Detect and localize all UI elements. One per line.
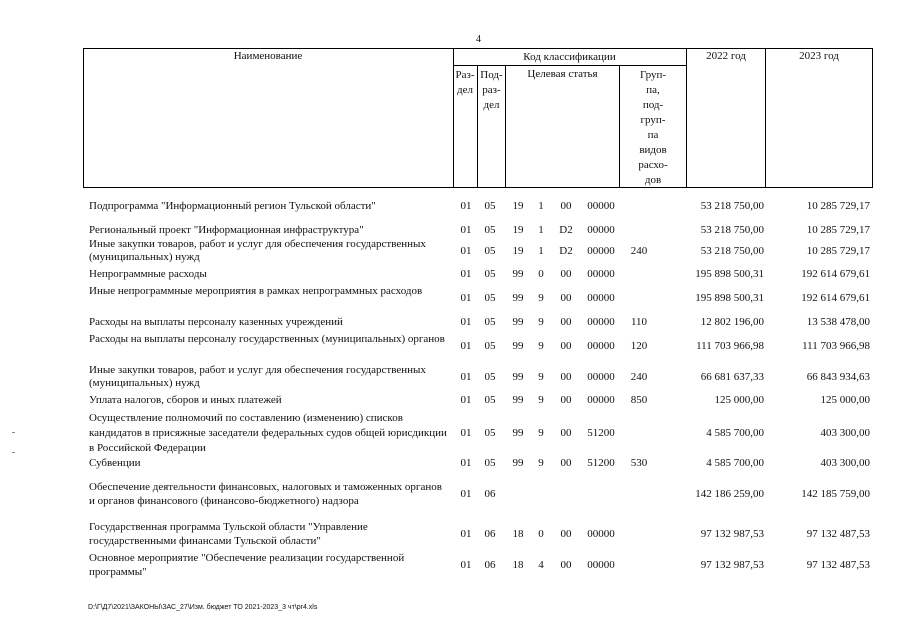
- cell-2023: 10 285 729,17: [806, 224, 870, 236]
- cell-target-b: 1: [538, 224, 544, 236]
- cell-2022: 12 802 196,00: [700, 316, 764, 328]
- cell-razdel: 01: [460, 268, 472, 280]
- cell-podrazdel: 05: [484, 245, 496, 257]
- cell-2022: 125 000,00: [714, 394, 764, 406]
- row-name: Непрограммные расходы: [89, 268, 207, 280]
- cell-group: 240: [630, 371, 648, 383]
- cell-2022: 111 703 966,98: [696, 340, 764, 352]
- cell-target-b: 9: [538, 371, 544, 383]
- cell-target-a: 99: [512, 268, 524, 280]
- cell-target-c: 00: [560, 457, 572, 469]
- cell-target-d: 00000: [587, 394, 615, 406]
- cell-razdel: 01: [460, 559, 472, 571]
- cell-target-a: 99: [512, 292, 524, 304]
- cell-2022: 66 681 637,33: [700, 371, 764, 383]
- cell-target-a: 99: [512, 340, 524, 352]
- cell-podrazdel: 06: [484, 528, 496, 540]
- cell-target-d: 00000: [587, 200, 615, 212]
- table-header: [83, 48, 873, 188]
- cell-target-a: 99: [512, 457, 524, 469]
- cell-group: 240: [630, 245, 648, 257]
- cell-2022: 195 898 500,31: [695, 268, 764, 280]
- cell-2022: 53 218 750,00: [700, 245, 764, 257]
- cell-2022: 97 132 987,53: [700, 528, 764, 540]
- cell-2023: 403 300,00: [820, 427, 870, 439]
- cell-2023: 192 614 679,61: [801, 292, 870, 304]
- cell-target-b: 4: [538, 559, 544, 571]
- header-name: Наименование: [233, 50, 303, 62]
- cell-target-b: 9: [538, 427, 544, 439]
- row-name: Государственная программа Тульской области "Управление государственными финансами Тульской области": [89, 521, 368, 547]
- cell-target-c: 00: [560, 559, 572, 571]
- file-path-footer: D:\Г\Д7\2021\ЗАКОНЫ\ЗАС_27\Изм. бюджет ТО 2021-2023_3 чт\pr4.xls: [88, 604, 318, 611]
- cell-target-a: 19: [512, 200, 524, 212]
- cell-razdel: 01: [460, 427, 472, 439]
- cell-podrazdel: 05: [484, 292, 496, 304]
- cell-podrazdel: 06: [484, 488, 496, 500]
- cell-target-b: 9: [538, 394, 544, 406]
- cell-razdel: 01: [460, 371, 472, 383]
- cell-2023: 97 132 487,53: [806, 559, 870, 571]
- cell-razdel: 01: [460, 340, 472, 352]
- cell-podrazdel: 05: [484, 457, 496, 469]
- cell-target-c: 00: [560, 292, 572, 304]
- cell-target-a: 99: [512, 316, 524, 328]
- cell-target-b: 9: [538, 457, 544, 469]
- cell-razdel: 01: [460, 394, 472, 406]
- cell-group: 850: [630, 394, 648, 406]
- cell-target-d: 00000: [587, 559, 615, 571]
- cell-podrazdel: 05: [484, 316, 496, 328]
- row-name: Осуществление полномочий по составлению (изменению) списков кандидатов в присяжные заседатели федеральных судов общей юрисдикции в Российской Федерации: [89, 412, 447, 454]
- row-name: Обеспечение деятельности финансовых, налоговых и таможенных органов и органов финансового (финансово-бюджетного) надзора: [89, 481, 442, 507]
- cell-razdel: 01: [460, 528, 472, 540]
- row-name: Основное мероприятие "Обеспечение реализации государственной программы": [89, 552, 405, 578]
- cell-target-b: 0: [538, 528, 544, 540]
- cell-2023: 142 185 759,00: [801, 488, 870, 500]
- cell-target-d: 00000: [587, 340, 615, 352]
- cell-target-d: 00000: [587, 224, 615, 236]
- cell-target-c: 00: [560, 371, 572, 383]
- cell-group: 110: [630, 316, 648, 328]
- cell-target-a: 18: [512, 559, 524, 571]
- header-group: Груп- па, под- груп- па видов расхо- дов: [638, 69, 668, 186]
- cell-razdel: 01: [460, 245, 472, 257]
- cell-target-a: 18: [512, 528, 524, 540]
- cell-group: 530: [630, 457, 648, 469]
- cell-target-c: 00: [560, 427, 572, 439]
- cell-2023: 125 000,00: [820, 394, 870, 406]
- header-target: Целевая статья: [527, 68, 598, 80]
- cell-2023: 13 538 478,00: [806, 316, 870, 328]
- cell-2022: 142 186 259,00: [695, 488, 764, 500]
- cell-target-b: 1: [538, 200, 544, 212]
- cell-2022: 97 132 987,53: [700, 559, 764, 571]
- cell-target-c: 00: [560, 528, 572, 540]
- cell-target-a: 19: [512, 224, 524, 236]
- cell-target-a: 19: [512, 245, 524, 257]
- cell-razdel: 01: [460, 457, 472, 469]
- cell-target-c: 00: [560, 340, 572, 352]
- cell-podrazdel: 05: [484, 427, 496, 439]
- cell-target-d: 51200: [587, 457, 615, 469]
- row-name: Региональный проект "Информационная инфраструктура": [89, 224, 364, 236]
- cell-razdel: 01: [460, 488, 472, 500]
- cell-2022: 53 218 750,00: [700, 200, 764, 212]
- row-name: Иные закупки товаров, работ и услуг для обеспечения государственных (муниципальных) нужд: [89, 364, 426, 389]
- row-name: Расходы на выплаты персоналу государственных (муниципальных) органов: [89, 333, 445, 345]
- cell-razdel: 01: [460, 316, 472, 328]
- header-razdel: Раз- дел: [455, 69, 475, 96]
- cell-podrazdel: 05: [484, 340, 496, 352]
- row-name: Расходы на выплаты персоналу казенных учреждений: [89, 316, 343, 328]
- cell-target-b: 9: [538, 316, 544, 328]
- cell-target-d: 00000: [587, 268, 615, 280]
- header-code: Код классификации: [523, 51, 616, 63]
- cell-target-d: 00000: [587, 316, 615, 328]
- cell-target-d: 00000: [587, 528, 615, 540]
- cell-2023: 111 703 966,98: [802, 340, 870, 352]
- cell-target-c: 00: [560, 268, 572, 280]
- row-name: Уплата налогов, сборов и иных платежей: [89, 394, 282, 406]
- cell-razdel: 01: [460, 292, 472, 304]
- cell-2023: 192 614 679,61: [801, 268, 870, 280]
- cell-target-b: 1: [538, 245, 544, 257]
- cell-2023: 97 132 487,53: [806, 528, 870, 540]
- row-name: Иные закупки товаров, работ и услуг для обеспечения государственных (муниципальных) нужд: [89, 238, 426, 263]
- cell-podrazdel: 06: [484, 559, 496, 571]
- cell-target-a: 99: [512, 371, 524, 383]
- header-2023: 2023 год: [799, 50, 839, 62]
- scan-mark: [12, 432, 15, 433]
- cell-2023: 66 843 934,63: [806, 371, 870, 383]
- cell-target-c: D2: [559, 224, 573, 236]
- cell-target-c: 00: [560, 394, 572, 406]
- cell-target-d: 00000: [587, 371, 615, 383]
- cell-2022: 53 218 750,00: [700, 224, 764, 236]
- cell-podrazdel: 05: [484, 394, 496, 406]
- cell-target-c: D2: [559, 245, 573, 257]
- cell-2022: 4 585 700,00: [706, 427, 764, 439]
- cell-podrazdel: 05: [484, 224, 496, 236]
- header-podrazdel: Под- раз- дел: [480, 69, 503, 111]
- cell-target-d: 00000: [587, 292, 615, 304]
- cell-target-b: 9: [538, 292, 544, 304]
- cell-podrazdel: 05: [484, 268, 496, 280]
- cell-target-c: 00: [560, 316, 572, 328]
- cell-2022: 4 585 700,00: [706, 457, 764, 469]
- row-name: Подпрограмма "Информационный регион Тульской области": [89, 200, 376, 212]
- cell-2023: 403 300,00: [820, 457, 870, 469]
- cell-podrazdel: 05: [484, 200, 496, 212]
- cell-razdel: 01: [460, 200, 472, 212]
- cell-razdel: 01: [460, 224, 472, 236]
- cell-target-a: 99: [512, 394, 524, 406]
- cell-target-b: 0: [538, 268, 544, 280]
- cell-2023: 10 285 729,17: [806, 200, 870, 212]
- header-2022: 2022 год: [706, 50, 746, 62]
- cell-group: 120: [630, 340, 648, 352]
- cell-target-c: 00: [560, 200, 572, 212]
- cell-target-a: 99: [512, 427, 524, 439]
- cell-2023: 10 285 729,17: [806, 245, 870, 257]
- scan-mark: [12, 452, 15, 453]
- page-number: 4: [476, 34, 481, 45]
- row-name: Иные непрограммные мероприятия в рамках непрограммных расходов: [89, 285, 423, 297]
- cell-target-b: 9: [538, 340, 544, 352]
- cell-podrazdel: 05: [484, 371, 496, 383]
- cell-2022: 195 898 500,31: [695, 292, 764, 304]
- cell-target-d: 51200: [587, 427, 615, 439]
- cell-target-d: 00000: [587, 245, 615, 257]
- row-name: Субвенции: [89, 457, 141, 469]
